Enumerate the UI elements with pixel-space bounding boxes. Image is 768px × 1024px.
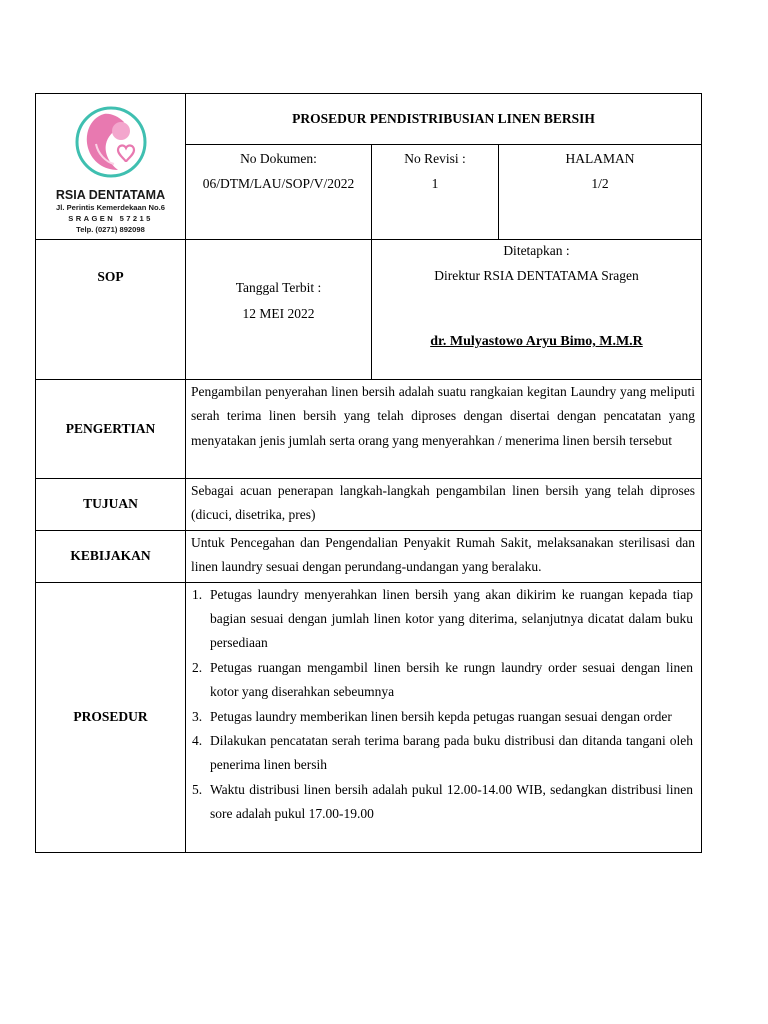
step-text: Dilakukan pencatatan serah terima barang pada buku distribusi dan ditanda tangani oleh penerima linen bersih [210,733,693,773]
page-cell [499,145,702,240]
list-item [192,705,693,729]
prosedur-steps-list [186,583,701,833]
issued-date-cell [186,240,372,380]
sop-label: SOP [36,240,186,380]
list-item [192,656,693,705]
step-number: 4. [192,733,203,749]
kebijakan-label: KEBIJAKAN [36,530,186,582]
kebijakan-text: Untuk Pencegahan dan Pengendalian Penyakit Rumah Sakit, melaksanakan sterilisasi dan linen laundry sesuai dengan perundang-undangan yang beralaku. [186,530,702,582]
pengertian-text: Pengambilan penyerahan linen bersih adalah suatu rangkaian kegitan Laundry yang meliputi serah terima linen bersih yang telah diproses dengan disertai dengan pencatatan yang menyatakan jenis jumlah serta orang yang menyerahkan / menerima linen bersih tersebut [186,380,702,479]
hospital-name: RSIA DENTATAMA [55,188,166,202]
list-item [192,778,693,827]
issued-date-value: 12 MEI 2022 [242,306,315,321]
sop-document-table [35,93,702,853]
document-title: PROSEDUR PENDISTRIBUSIAN LINEN BERSIH [186,94,702,145]
page-value: 1/2 [591,176,609,191]
page-label: HALAMAN [565,151,635,166]
doc-number-cell [186,145,372,240]
issued-date-label: Tanggal Terbit : [235,280,322,295]
step-number: 1. [192,586,203,602]
revision-label: No Revisi : [404,151,466,166]
step-number: 5. [192,781,203,797]
approved-by-label: Ditetapkan : [503,243,570,258]
tujuan-text: Sebagai acuan penerapan langkah-langkah pengambilan linen bersih yang telah diproses (dicuci, disetrika, pres) [186,479,702,531]
step-text: Petugas laundry memberikan linen bersih kepda petugas ruangan sesuai dengan order [210,708,672,724]
step-text: Petugas laundry menyerahkan linen bersih yang akan dikirim ke ruangan kepada tiap bagian sesuai dengan jumlah linen kotor yang diterima, selanjutnya dicatat dalam buku persediaan [210,586,693,651]
tujuan-label: TUJUAN [36,479,186,531]
step-text: Petugas ruangan mengambil linen bersih ke rungn laundry order sesuai dengan linen kotor yang diserahkan sebeumnya [210,659,693,700]
doc-number-label: No Dokumen: [240,151,317,166]
step-number: 3. [192,708,203,724]
step-number: 2. [192,659,203,675]
signer-name: dr. Mulyastowo Aryu Bimo, M.M.R [430,334,643,349]
approver-title: Direktur RSIA DENTATAMA Sragen [434,268,639,283]
hospital-city: SRAGEN 57215 [68,214,153,223]
list-item [192,583,693,656]
prosedur-label: PROSEDUR [36,582,186,852]
hospital-phone: Telp. (0271) 892098 [76,225,145,234]
doc-number-value: 06/DTM/LAU/SOP/V/2022 [202,176,355,191]
hospital-logo-icon [74,104,148,180]
step-text: Waktu distribusi linen bersih adalah pukul 12.00-14.00 WIB, sedangkan distribusi linen sore adalah pukul 17.00-19.00 [210,781,693,822]
pengertian-label: PENGERTIAN [36,380,186,479]
hospital-logo-cell [36,94,186,240]
hospital-address: Jl. Perintis Kemerdekaan No.6 [56,203,165,212]
prosedur-steps-cell [186,582,702,852]
list-item [192,729,693,778]
approval-cell [372,240,702,380]
revision-value: 1 [431,176,439,191]
revision-cell [372,145,499,240]
